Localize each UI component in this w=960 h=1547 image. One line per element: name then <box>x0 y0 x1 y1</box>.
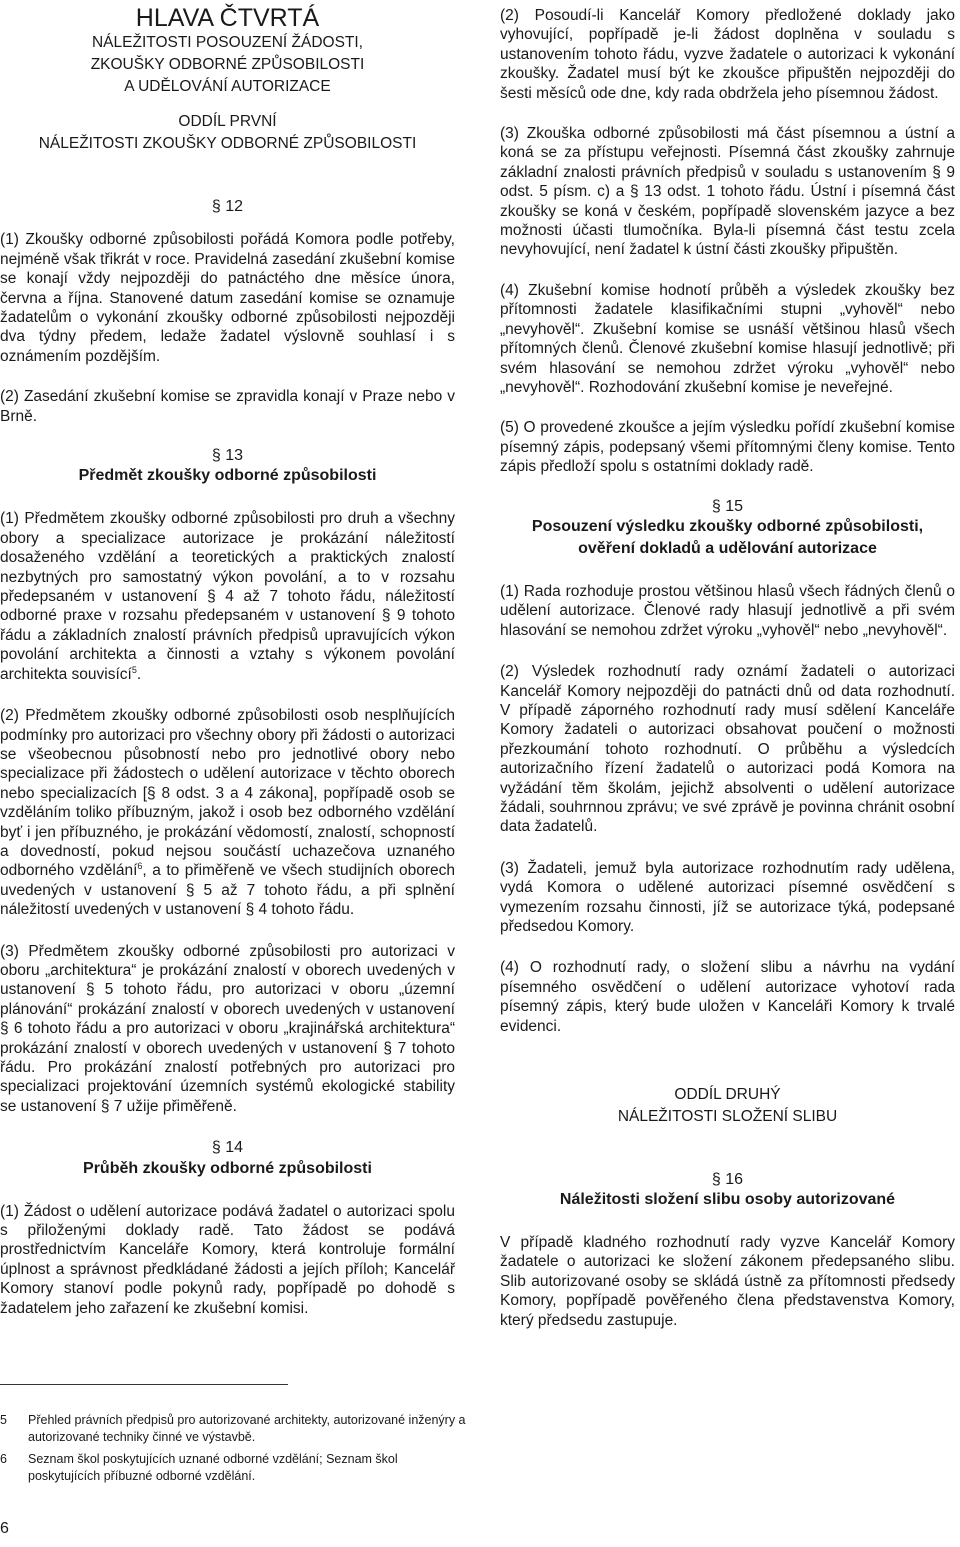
section-14-number: § 14 <box>211 1139 244 1157</box>
s12-paragraph-2: (2) Zasedání zkušební komise se zpravidla konají v Praze nebo v Brně. <box>0 388 455 425</box>
footnote-text: Přehled právních předpisů pro autorizované architekty, autorizované inženýry a autorizované techniky činné ve výstavbě. <box>28 1413 466 1444</box>
footnote-ref-6: 6 <box>137 861 143 872</box>
footnote-number: 5 <box>0 1413 7 1427</box>
footnote-5 <box>0 1412 470 1446</box>
s13-paragraph-2: (2) Předmětem zkoušky odborné způsobilosti osob nesplňujících podmínky pro autorizaci pro všechny obory při žádosti o autorizaci se všeobecnou působností nebo pro jednotlivé obory nebo specializace při žádostech o udělení autorizace v těchto oborech nebo specializacích [§ 8 odst. 3 a 4 zákona], popřípadě osob se vzděláním toliko příbuzným, jakož i osob bez odborného vzdělání byť i jen příbuzného, je prokázání vědomostí, znalostí, schopností a dovedností, pokud nejsou součástí uchazečova uznaného odborného vzdělání$^6$, a to přiměřeně ve všech studijních oborech uvedených v ustanovení § 5 až 7 tohoto řádu, a při splnění náležitostí uvedených v ustanovení § 4 tohoto řádu. <box>0 707 455 919</box>
s14-paragraph-1: (1) Žádost o udělení autorizace podává žadatel o autorizaci spolu s přiloženými doklady radě. Tato žádost se podává prostřednictvím Kanceláře Komory, která kontroluje formální úplnost a správnost předkládané žádosti a jejích příloh; Kancelář Komory stanoví podle pokynů rady, popřípadě po dohodě s žadatelem jeho zařazení ke zkušební komisi. <box>0 1202 455 1317</box>
footnote-6 <box>0 1451 470 1485</box>
s13-paragraph-1: (1) Předmětem zkoušky odborné způsobilosti pro druh a všechny obory a specializace autorizace je prokázání náležitostí dosaženého vzdělání a teoretických a praktických znalostí nezbytných pro samostatný výkon povolání, a to v rozsahu předepsaném v ustanovení § 4 až 7 tohoto řádu, náležitostí odborné praxe v rozsahu předepsaném v ustanovení § 9 tohoto řádu a základních znalostí právních předpisů upravujících výkon povolání architekta a činnosti a vztahy s výkonem povolání architekta souvisící$^5$. <box>0 510 455 683</box>
part1-title: ODDÍL PRVNÍ <box>178 113 277 131</box>
part1-subtitle: NÁLEŽITOSTI ZKOUŠKY ODBORNÉ ZPŮSOBILOSTI <box>38 135 417 153</box>
section-12-number: § 12 <box>211 197 244 215</box>
section-15-number: § 15 <box>711 497 744 515</box>
section-15-title-line-1: Posouzení výsledku zkoušky odborné způsobilosti, <box>531 517 924 535</box>
section-16-number: § 16 <box>711 1170 744 1188</box>
left-column <box>0 0 455 1318</box>
footnote-text: Seznam škol poskytujících uznané odborné vzdělání; Seznam škol poskytujících příbuzné odborné vzdělání. <box>28 1452 398 1483</box>
footnote-divider <box>0 1384 288 1385</box>
part2-subtitle: NÁLEŽITOSTI SLOŽENÍ SLIBU <box>617 1107 838 1125</box>
part2-title: ODDÍL DRUHÝ <box>674 1086 781 1104</box>
chapter-subtitle-line-2: ZKOUŠKY ODBORNÉ ZPŮSOBILOSTI <box>90 55 365 73</box>
s15-paragraph-2: (2) Výsledek rozhodnutí rady oznámí žadateli o autorizaci Kancelář Komory nejpozději do patnácti dnů od data rozhodnutí. V případě záporného rozhodnutí rady musí sdělení Kanceláře Komory žadateli o autorizaci obsahovat poučení o možnosti přezkoumání tohoto rozhodnutí. O průběhu a výsledcích autorizačního řízení žadatelů o autorizaci podá Komora na vyžádání těm školám, jejichž absolventi o udělení autorizace žádali, souhrnnou zprávu; ve své zprávě je povinna chránit osobní data žadatelů. <box>500 663 955 836</box>
footnote-ref-5: 5 <box>131 664 137 675</box>
section-15-title-line-2: ověření dokladů a udělování autorizace <box>578 539 877 557</box>
s15-paragraph-3: (3) Žadateli, jemuž byla autorizace rozhodnutím rady udělena, vydá Komora o udělené autorizaci písemné osvědčení s vymezením rozsahu činnosti, jíž se autorizace týká, podepsané předsedou Komory. <box>500 859 955 936</box>
s14-paragraph-2: (2) Posoudí-li Kancelář Komory předložené doklady jako vyhovující, popřípadě je-li žádost doplněna v souladu s ustanovením tohoto řádu, vyzve žadatele o autorizaci k vykonání zkoušky. Žadatel musí být ke zkoušce připuštěn nejpozději do šesti měsíců ode dne, kdy rada obdržela jeho písemnou žádost. <box>500 7 955 102</box>
chapter-subtitle-line-1: NÁLEŽITOSTI POSOUZENÍ ŽÁDOSTI, <box>91 34 363 51</box>
section-13-number: § 13 <box>211 447 244 465</box>
s14-paragraph-4: (4) Zkušební komise hodnotí průběh a výsledek zkoušky bez přítomnosti žadatele klasifikačními stupni „vyhověl“ nebo „nevyhověl“. Zkušební komise se usnáší většinou hlasů všech přítomných členů. Členové zkušební komise hlasují jednotlivě; při svém hlasování se nemohou zdržet výroku „vyhověl“ nebo „nevyhověl“. Rozhodování zkušební komise je neveřejné. <box>500 281 955 396</box>
chapter-title: HLAVA ČTVRTÁ <box>135 4 320 32</box>
right-column <box>500 0 955 1330</box>
s14-paragraph-3: (3) Zkouška odborné způsobilosti má část písemnou a ústní a koná se za přístupu veřejnosti. Písemná část zkoušky zahrnuje základní znalosti právních předpisů v souladu s ustanovením § 9 odst. 5 písm. c) a § 13 odst. 1 tohoto řádu. Ústní i písemná část zkoušky se koná v českém, popřípadě slovenském jazyce a bez možnosti účasti tlumočníka. Byla-li písemná část testu zcela nevyhovující, není žadatel k ústní části zkoušky připuštěn. <box>500 125 955 259</box>
page-number: 6 <box>0 1520 9 1537</box>
chapter-subtitle-line-3: A UDĚLOVÁNÍ AUTORIZACE <box>124 77 331 95</box>
footnote-number: 6 <box>0 1452 7 1466</box>
footnotes <box>0 1412 470 1490</box>
section-13-title: Předmět zkoušky odborné způsobilosti <box>78 467 377 485</box>
s13-paragraph-3: (3) Předmětem zkoušky odborné způsobilosti pro autorizaci v oboru „architektura“ je prokázání znalostí v oborech uvedených v ustanovení § 5 tohoto řádu, pro autorizaci v oboru „územní plánování“ prokázání znalostí v oborech uvedených v ustanovení § 6 tohoto řádu a pro autorizaci v oboru „krajinářská architektura“ prokázání znalostí v oborech uvedených v ustanovení § 7 tohoto řádu. Pro prokázání znalostí potřebných pro autorizaci pro specializaci projektování územních systémů ekologické stability se ustanovení § 7 užije přiměřeně. <box>0 942 455 1115</box>
section-14-title: Průběh zkoušky odborné způsobilosti <box>83 1159 372 1177</box>
s14-paragraph-5: (5) O provedené zkoušce a jejím výsledku pořídí zkušební komise písemný zápis, podepsaný všemi přítomnými členy komise. Tento zápis předloží spolu s ostatními doklady radě. <box>500 419 955 476</box>
s15-paragraph-4: (4) O rozhodnutí rady, o složení slibu a návrhu na vydání písemného osvědčení o udělení autorizace vyhotoví rada písemný zápis, který bude uložen v Kanceláři Komory k trvalé evidenci. <box>500 959 955 1035</box>
section-16-title: Náležitosti složení slibu osoby autorizované <box>559 1191 896 1209</box>
s16-paragraph-1: V případě kladného rozhodnutí rady vyzve Kancelář Komory žadatele o autorizaci ke složení zákonem předepsaného slibu. Slib autorizované osoby se skládá ústně za přítomnosti předsedy Komory, popřípadě pověřeného člena představenstva Komory, který předsedu zastupuje. <box>500 1234 955 1329</box>
s12-paragraph-1: (1) Zkoušky odborné způsobilosti pořádá Komora podle potřeby, nejméně však třikrát v roce. Pravidelná zasedání zkušební komise se konají vždy nejpozději do patnáctého dne měsíce února, června a října. Stanovené datum zasedání komise se oznamuje žadatelům o vykonání zkoušky odborné způsobilosti nejpozději dva týdny předem, ledaže žadatel výslovně souhlasí i s oznámením pozdějším. <box>0 231 455 365</box>
s15-paragraph-1: (1) Rada rozhoduje prostou většinou hlasů všech řádných členů o udělení autorizace. Členové rady hlasují jednotlivě a při svém hlasování se nemohou zdržet výroku „vyhověl“ nebo „nevyhověl“. <box>500 582 955 639</box>
